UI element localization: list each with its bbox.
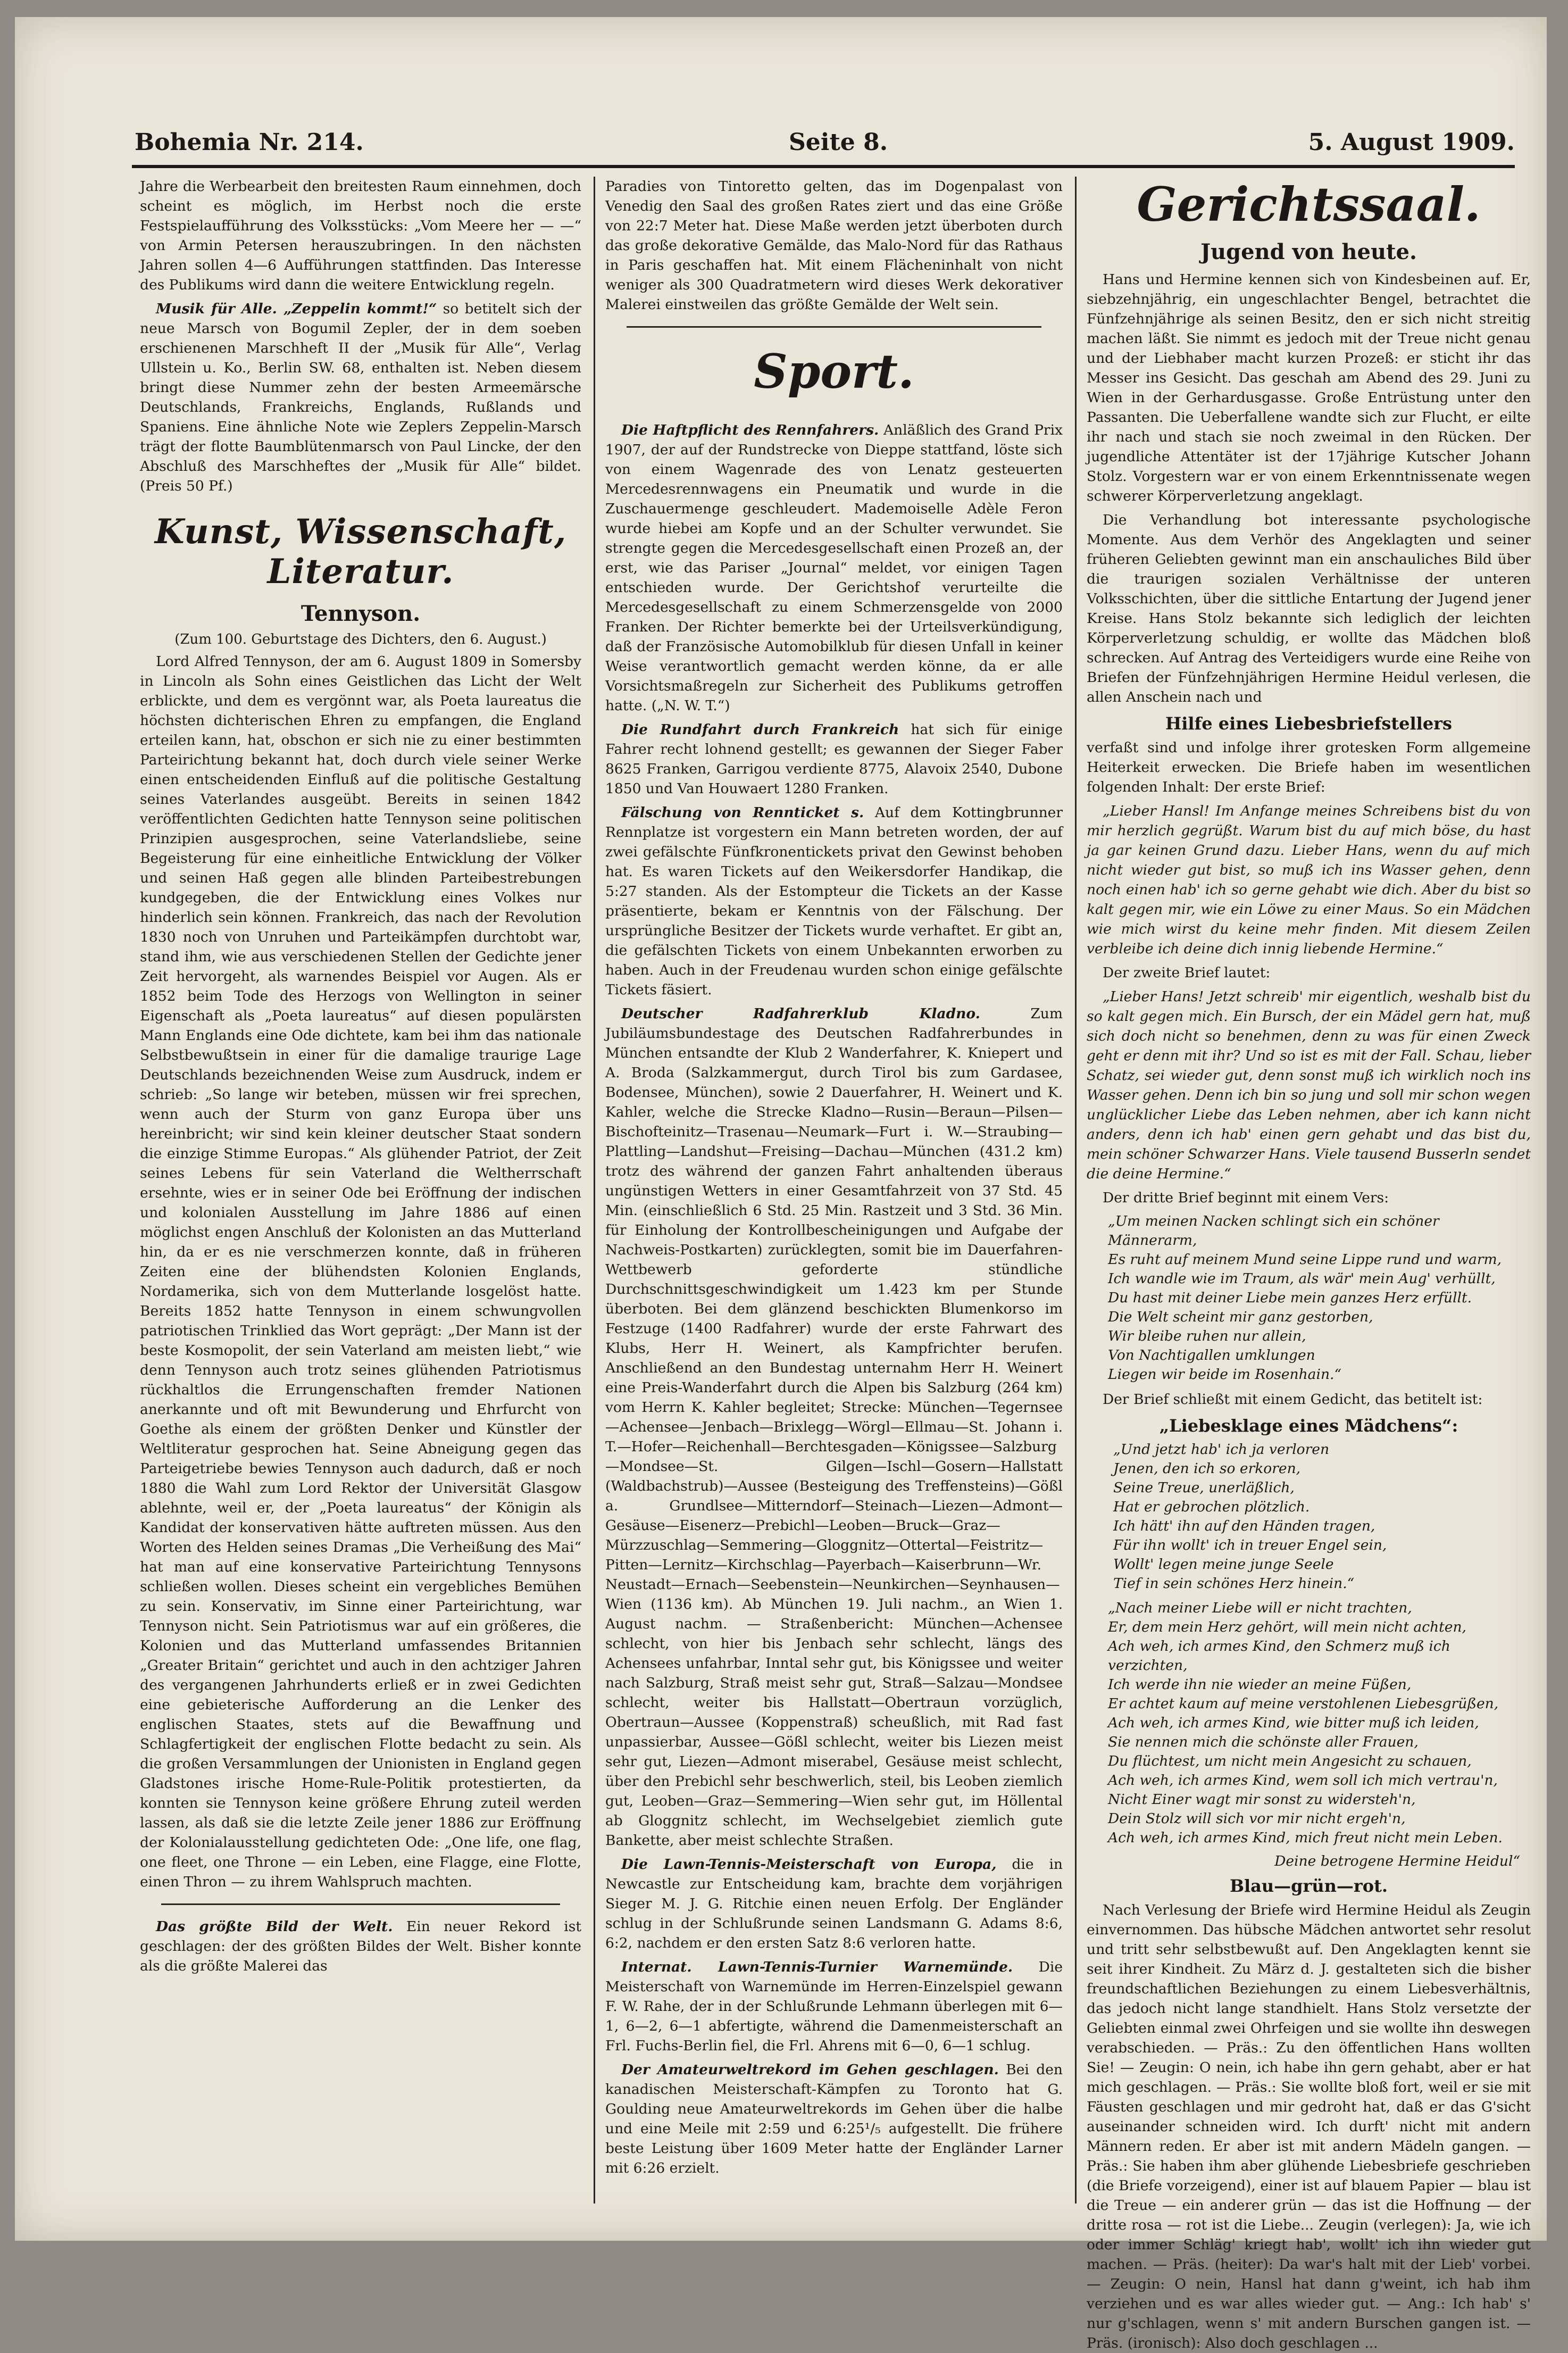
item-heading: Deutscher Radfahrerklub Kladno. [621,1005,980,1022]
sport-item [605,2060,1063,2178]
column-1 [140,177,581,2204]
section-heading: Sport. [754,344,914,399]
paragraph: Der zweite Brief lautet: [1103,965,1271,981]
verse: „Und jetzt hab' ich ja verloren Jenen, den ich so erkoren, Seine Treue, unerläßlich, Hat er gebrochen plötzlich. Ich hätt' ihn auf den Händen tragen, Für ihn wollt' ich in treuer Engel sein, Wollt' legen meine junge Seele Tief in sein schönes Herz hinein.“ [1113,1441,1387,1592]
paragraph: Nach Verlesung der Briefe wird Hermine Heidul als Zeugin einvernommen. Das hübsche Mädchen antwortet sehr resolut und tritt sehr selbstbewußt auf. Den Angeklagten kennt sie seit ihrer Kindheit. Zu März d. J. gestalteten sich die bisher freundschaftlichen Beziehungen zu einem Liebesverhältnis, das jedoch nicht lange standhielt. Hans Stolz versetzte der Geliebten einmal zwei Ohrfeigen und sie wollte ihn deswegen verabschieden. — Präs.: Zu den öffentlichen Hans wollten Sie! — Zeugin: O nein, ich habe ihn gern gehabt, aber er hat mich geschlagen. — Präs.: Sie wollte bloß fort, weil er sie mit Fäusten geschlagen und mir gedroht hat, daß er das G'sicht auseinander schneiden wird. Ich durft' nicht mit andern Männern reden. Er aber ist mit andern Mädeln gangen. — Präs.: Sie haben ihm aber glühende Liebesbriefe geschrieben (die Briefe vorzeigend), einer ist auf blauem Papier — blau ist die Treue — ein anderer grün — das ist die Hoffnung — der dritte rosa — rot ist die Liebe... Zeugin (verlegen): Ja, wie ich oder immer Schläg' kriegt hab', wollt' ich ihn wieder gut machen. — Präs. (heiter): Da war's halt mit der Lieb' vorbei. — Zeugin: O nein, Hansl hat dann g'weint, ich hab ihm verziehen und es war alles wieder gut. — Ang.: Ich hab' s' nur g'schlagen, wenn s' mit andern Burschen gangen ist. — Präs. (ironisch): Also doch geschlagen ... [1087,1902,1531,2351]
divider [161,1903,560,1905]
item-heading: Die Rundfahrt durch Frankreich [621,721,899,738]
item-text: hat sich für einige Fahrer recht lohnend gestellt; es gewannen der Sieger Faber 8625 Franken, Garrigou verdiente 8775, Alavoix 2540, Dubone 1850 und Van Houwaert 1280 Franken. [605,721,1063,797]
item-text: Die Meisterschaft von Warnemünde im Herren-Einzelspiel gewann F. W. Rahe, der in der Schlußrunde Lehmann überlegen mit 6—1, 6—2, 6—1 abfertigte, während die Damenmeisterschaft an Frl. Fuchs-Berlin fiel, die Frl. Ahrens mit 6—0, 6—1 schlug. [605,1959,1063,2054]
sport-item [605,720,1063,799]
verse: „Um meinen Nacken schlingt sich ein schöner Männerarm, Es ruht auf meinem Mund seine Lippe rund und warm, Ich wandle wie im Traum, als wär' mein Aug' verhüllt, Du hast mit deiner Liebe mein ganzes Herz erfüllt. Die Welt scheint mir ganz gestorben, Wir bleibe ruhen nur allein, Von Nachtigallen umklungen Liegen wir beide im Rosenhain.“ [1108,1213,1502,1383]
article-title: Jugend von heute. [1200,239,1417,264]
item-heading: Der Amateurweltrekord im Gehen geschlagen. [621,2061,999,2078]
paragraph [140,299,581,496]
paragraph: Der dritte Brief beginnt mit einem Vers: [1103,1190,1389,1206]
item-text: Bei den kanadischen Meisterschaft-Kämpfen zu Toronto hat G. Goulding neue Amateurweltrekords im Gehen über die halbe und eine Meile mit 2:59 und 6:25¹/₅ aufgestellt. Die frühere beste Leistung über 1609 Meter hatte der Engländer Larner mit 6:26 erzielt. [605,2061,1063,2176]
item-text: Zum Jubiläumsbundestage des Deutschen Radfahrerbundes in München entsandte der Klub 2 Wanderfahrer, K. Kniepert und A. Broda (Salzkammergut, durch Tirol bis zum Gardasee, Bodensee, München), sowie 2 Dauerfahrer, H. Weinert und K. Kahler, welche die Strecke Kladno—Rusin—Beraun—Pilsen—Bischofteinitz—Trasenau—Neumark—Furt i. W.—Straubing—Plattling—Landshut—Freising—Dachau—München (431.2 km) trotz des während der ganzen Fahrt anhaltenden überaus ungünstigen Wetters in einer Gesamtfahrzeit von 37 Std. 45 Min. (einschließlich 6 Std. 25 Min. Rastzeit und 3 Std. 36 Min. für Einholung der Kontrollbescheinigungen und Aufgabe der Nachweis-Postkarten) zurücklegten, somit bie im Dauerfahren-Wettbewerb geforderte stündliche Durchschnittsgeschwindigkeit um 1.423 km per Stunde überboten. Bei dem glänzend beschickten Blumenkorso im Festzuge (1400 Radfahrer) wurde der erste Fahrwart des Klubs, Herr H. Weinert, als Kampfrichter berufen. Anschließend an den Bundestag unternahm Herr H. Weinert eine Preis-Wanderfahrt durch die Alpen bis Salzburg (264 km) vom Herrn K. Kahler begleitet; Strecke: München—Tegernsee—Achensee—Jenbach—Brixlegg—Wörgl—Ellmau—St. Johann i. T.—Hofer—Reichenhall—Berchtesgaden—Königssee—Salzburg—Mondsee—St. Gilgen—Ischl—Gosern—Hallstatt (Waldbachstrub)—Aussee (Besteigung des Treffensteins)—Gößl a. Grundlsee—Mitterndorf—Steinach—Liezen—Admont—Gesäuse—Eisenerz—Prebichl—Leoben—Bruck—Graz—Mürzzuschlag—Semmering—Gloggnitz—Ottertal—Feistritz—Pitten—Lernitz—Kirchschlag—Payerbach—Kaiserbrunn—Wr. Neustadt—Ernach—Seebenstein—Neunkirchen—Seynhausen—Wien (1136 km). Ab München 19. Juli nachm., an Wien 1. August nachm. — Straßenbericht: München—Achensee schlecht, von hier bis Jenbach sehr schlecht, längs des Achensees unfahrbar, Inntal sehr gut, bis Königssee und weiter nach Salzburg, Straß meist sehr gut, Straß—Salzau—Mondsee schlecht, weiter bis Hallstatt—Obertraun vorzüglich, Obertraun—Aussee (Koppenstraß) scheußlich, mit Rad fast unpassierbar, Aussee—Gößl schlecht, weiter bis Liezen meist sehr gut, Liezen—Admont miserabel, Gesäuse meist schlecht, über den Prebichl sehr beschwerlich, steil, bis Leoben ziemlich gut, Leoben—Graz—Semmering—Wien sehr gut, im Höllental ab Gloggnitz schlecht, im Wechselgebiet ziemlich gute Bankette, aber meist schlechte Straßen. [605,1005,1063,1849]
item-heading: Die Lawn-Tennis-Meisterschaft von Europa, [621,1856,997,1873]
subheading: Blau—grün—rot. [1229,1876,1388,1896]
paragraph: Die Verhandlung bot interessante psychologische Momente. Aus dem Verhör des Angeklagten und seiner früheren Geliebten gewinnt man ein anschauliches Bild über die traurigen sozialen Verhältnisse der unteren Volksschichten, über die sittliche Entartung der Jugend jener Kreise. Hans Stolz bekannte sich lediglich der leichten Körperverletzung schuldig, er wollte das Mädchen bloß schrecken. Auf Antrag des Verteidigers wurde eine Reihe von Briefen der Fünfzehnjährigen Hermine Heidul verlesen, die allen Anschein nach und [1087,512,1531,705]
column-divider [594,177,595,2204]
signature-line: Deine betrogene Hermine Heidul“ [1274,1853,1520,1869]
header-date: 5. August 1909. [1308,129,1515,156]
item-text: so betitelt sich der neue Marsch von Bogumil Zepler, der in dem soeben erschienenen Marschheft II der „Musik für Alle“, Verlag Ullstein u. Ko., Berlin SW. 68, enthalten ist. Neben diesem bringt diese Nummer zehn der besten Armeemärsche Deutschlands, Frankreichs, Englands, Rußlands und Spaniens. Eine ähnliche Note wie Zeplers Zeppelin-Marsch trägt der flotte Baumblütenmarsch von Paul Lincke, der den Abschluß des Marschheftes der „Musik für Alle“ bildet. (Preis 50 Pf.) [140,301,581,494]
item-heading: Fälschung von Rennticket s. [621,804,864,821]
column-3 [1087,177,1531,2351]
column-2 [605,177,1063,2204]
item-text: Ein neuer Rekord ist geschlagen: der des größten Bildes der Welt. Bisher konnte als die größte Malerei das [140,1918,581,1974]
page-header [135,129,1515,166]
header-publication: Bohemia Nr. 214. [135,129,364,156]
divider [627,326,1041,328]
paragraph: Jahre die Werbearbeit den breitesten Raum einnehmen, doch scheint es möglich, im Herbst noch die erste Festspielaufführung des Volksstücks: „Vom Meere her — —“ von Armin Petersen herauszubringen. In den nächsten Jahren sollen 4—6 Aufführungen stattfinden. Das Interesse des Publikums wird dann die weitere Entwicklung regeln. [140,178,581,293]
item-text: Auf dem Kottingbrunner Rennplatze ist vorgestern ein Mann betreten worden, der auf zwei gefälschte Fünfkronentickets privat den Gewinst behoben hat. Es waren Tickets auf den Weikersdorfer Handikap, die 5:27 standen. Als der Estompteur die Tickets an der Kasse präsentierte, bekam er Kenntnis von der Fälschung. Der ursprüngliche Besitzer der Tickets wurde verhaftet. Er gibt an, die gefälschten Tickets von einem Unbekannten erworben zu haben. Auch in der Freudenau wurden schon einige gefälschte Tickets fäsiert. [605,804,1063,998]
paragraph: verfaßt sind und infolge ihrer grotesken Form allgemeine Heiterkeit erwecken. Die Briefe haben im wesentlichen folgenden Inhalt: Der erste Brief: [1087,739,1531,795]
sport-item [605,1957,1063,2056]
item-text: die in Newcastle zur Entscheidung kam, brachte dem vorjährigen Sieger M. J. G. Ritchie einen neuen Erfolg. Der Engländer schlug in der Schlußrunde seinen Landsmann G. Adams 8:6, 6:2, nachdem er den ersten Satz 8:6 verloren hatte. [605,1856,1063,1951]
item-text: Anläßlich des Grand Prix 1907, der auf der Rundstrecke von Dieppe stattfand, löste sich von einem Wagenrade des von Lenatz gesteuerten Mercedesrennwagens ein Pneumatik und wurde in die Zuschauermenge geschleudert. Mademoiselle Adèle Feron wurde hiebei am Kopfe und an der Schulter verwundet. Sie strengte gegen die Mercedesgesellschaft einen Prozeß an, der erst, wie das Pariser „Journal“ meldet, vor einigen Tagen entschieden wurde. Der Gerichtshof verurteilte die Mercedesgesellschaft zu einem Schmerzensgelde von 2000 Franken. Der Richter bemerkte bei der Urteilsverkündigung, daß der Französische Automobilklub für diesen Unfall in keiner Weise verantwortlich gemacht werden könne, da er alle Vorsichtsmaßregeln zur Sicherheit des Publikums getroffen hatte. („N. W. T.“) [605,422,1063,714]
letter: „Lieber Hansl! Im Anfange meines Schreibens bist du von mir herzlich gegrüßt. Warum bist du auf mich böse, du hast ja gar keinen Grund dazu. Lieber Hans, wenn du auf mich nicht wieder gut bist, so muß ich ins Wasser gehen, denn noch einen hab' ich so gerne gehabt wie dich. Aber du bist so kalt gegen mir, wie ein Löwe zu einer Maus. So ein Mädchen wie mich wirst du keine mehr finden. Mit diesem Zeilen verbleibe ich deine dich innig liebende Hermine.“ [1087,803,1531,957]
section-heading: Gerichtssaal. [1137,177,1481,232]
poem-title: „Liebesklage eines Mädchens“: [1159,1416,1458,1436]
item-heading: Die Haftpflicht des Rennfahrers. [621,422,879,438]
paragraph: Lord Alfred Tennyson, der am 6. August 1809 in Somersby in Lincoln als Sohn eines Geistlichen das Licht der Welt erblickte, und dem es vergönnt war, als Poeta laureatus die höchsten dichterischen Ehren zu empfangen, die England erteilen kann, hat, obschon er sich nie zu einer bestimmten Parteirichtung bekannt hat, doch durch viele seiner Werke einen entscheidenden Einfluß auf die politische Gestaltung seines Vaterlandes ausgeübt. Bereits in seinen 1842 veröffentlichten Gedichten hatte Tennyson seine politischen Prinzipien ausgesprochen, seine Vaterlandsliebe, seine Begeisterung für eine einheitliche Entwicklung der Völker und seinen Haß gegen alle blinden Parteibestrebungen kundgegeben, die der Entwicklung eines Volkes nur hinderlich sein können. Frankreich, das nach der Revolution 1830 noch von Unruhen und Parteikämpfen durchtobt war, stand ihm, wie aus verschiedenen Stellen der Gedichte jener Zeit hervorgeht, als warnendes Beispiel vor Augen. Als er 1852 beim Tode des Herzogs von Wellington in seiner Eigenschaft als „Poeta laureatus“ auf diesen populärsten Mann Englands eine Ode dichtete, kam bei ihm das nationale Selbstbewußtsein in einer für die damalige traurige Lage Deutschlands bezeichnenden Weise zum Ausdruck, indem er schrieb: „So lange wir beteben, müssen wir frei sprechen, wenn auch der Sturm von ganz Europa über uns hereinbricht; wir sind kein kleiner deutscher Staat sondern die einzige Stimme Europas.“ Als glühender Patriot, der Zeit seines Lebens für sein Vaterland die Weltherrschaft ersehnte, wies er in seiner Ode bei Eröffnung der indischen und kolonialen Ausstellung im Jahre 1886 auf einen möglichst engen Anschluß der Kolonisten an das Mutterland hin, da er es nie verschmerzen konnte, daß in früheren Zeiten eine der blühendsten Kolonien Englands, Nordamerika, sich von dem Mutterlande losgelöst hatte. Bereits 1852 hatte Tennyson in einem schwungvollen patriotischen Trinklied das Wort geprägt: „Der Mann ist der beste Kosmopolit, der sein Vaterland am meisten liebt,“ wie denn Tennyson auch trotz seines glühenden Patriotismus rückhaltlos die Errungenschaften fremder Nationen anerkannte und oft mit Bewunderung und Ehrfurcht von Goethe als einem der größten Denker und Künstler der Weltliteratur gesprochen hat. Seine Abneigung gegen das Parteigetriebe bewies Tennyson auch dadurch, daß er noch 1880 die Wahl zum Lord Rektor der Universität Glasgow ablehnte, weil er, der „Poeta laureatus“ der Königin als Kandidat der konservativen hätte auftreten müssen. Aus den Worten des Helden seines Dramas „Die Verheißung des Mai“ hat man auf eine konservative Parteirichtung Tennysons schließen wollen. Dieses scheint ein vergebliches Bemühen zu sein. Konservativ, im Sinne einer Parteirichtung, war Tennyson nicht. Sein Patriotismus war auf ein größeres, die Kolonien und das Mutterland umfassendes Britannien „Greater Britain“ gerichtet und auch in den achtziger Jahren des vergangenen Jahrhunderts erließ er in zwei Gedichten eine gebieterische Aufforderung an die Lenker des englischen Staates, stets auf die Bewaffnung und Schlagfertigkeit der englischen Flotte bedacht zu sein. Als die großen Versammlungen der Unionisten in England gegen Gladstones irische Home-Rule-Politik protestierten, da konnten sie Tennyson keine größere Ehrung zuteil werden lassen, als daß sie die letzte Zeile jener 1886 zur Eröffnung der Kolonialausstellung gedichteten Ode: „One life, one flag, one fleet, one Throne — ein Leben, eine Flagge, eine Flotte, einen Thron — zu ihrem Wahlspruch machten. [140,653,581,1890]
sport-item [605,420,1063,716]
paragraph: Paradies von Tintoretto gelten, das im Dogenpalast von Venedig den Saal des großen Rates ziert und das eine Größe von 22:7 Meter hat. Diese Maße werden jetzt überboten durch das große dekorative Gemälde, das Malo-Nord für das Rathaus in Paris geschaffen hat. Mit einem Flächeninhalt von nicht weniger als 300 Quadratmetern wird dieses Werk dekorativer Malerei einstweilen das größte Gemälde der Welt sein. [605,178,1063,313]
subheading: Hilfe eines Liebesbriefstellers [1165,713,1453,734]
item-heading: Musik für Alle. „Zeppelin kommt!“ [156,301,437,317]
header-rule [132,165,1515,168]
sport-item [605,1855,1063,1953]
article-caption: (Zum 100. Geburtstage des Dichters, den 6. August.) [174,631,547,647]
item-heading: Internat. Lawn-Tennis-Turnier Warnemünde. [621,1959,1013,1975]
sport-item [605,1004,1063,1850]
article-title: Tennyson. [301,601,421,626]
sport-item [605,803,1063,1000]
paragraph [140,1917,581,1976]
column-divider [1075,177,1077,2204]
paragraph: Hans und Hermine kennen sich von Kindesbeinen auf. Er, siebzehnjährig, ein ungeschlachter Bengel, betrachtet die Fünfzehnjährige als seinen Besitz, den er sich nicht streitig machen läßt. Sie nimmt es jedoch mit der Treue nicht genau und der Liebhaber macht kurzen Prozeß: er sticht ihr das Messer ins Gesicht. Das geschah am Abend des 29. Juni zu Wien in der Gerhardusgasse. Große Entrüstung unter den Passanten. Die Ueberfallene wandte sich zur Flucht, er eilte ihr nach und stach sie noch zweimal in den Rücken. Der jugendliche Attentäter ist der 17jährige Kutscher Johann Stolz. Vorgestern war er von einem Erkenntnissenate wegen schwerer Körperverletzung angeklagt. [1087,271,1531,504]
verse: „Nach meiner Liebe will er nicht trachten, Er, dem mein Herz gehört, will mein nicht achten, Ach weh, ich armes Kind, den Schmerz muß ich verzichten, Ich werde ihn nie wieder an meine Füßen, Er achtet kaum auf meine verstohlenen Liebesgrüßen, Ach weh, ich armes Kind, wie bitter muß ich leiden, Sie nennen mich die schönste aller Frauen, Du flüchtest, um nicht mein Angesicht zu schauen, Ach weh, ich armes Kind, wem soll ich mich vertrau'n, Nicht Einer wagt mir sonst zu widersteh'n, Dein Stolz will sich vor mir nicht ergeh'n, Ach weh, ich armes Kind, mich freut nicht mein Leben. [1108,1600,1503,1846]
item-heading: Das größte Bild der Welt. [156,1918,393,1935]
section-heading: Kunst, Wissenschaft, Literatur. [154,512,567,592]
letter: „Lieber Hans! Jetzt schreib' mir eigentlich, weshalb bist du so kalt gegen mich. Ein Bursch, der ein Mädel gern hat, muß sich doch nicht so benehmen, denn zu was für einen Zweck geht er denn mit ihr? Und so ist es mit der Fall. Schau, lieber Schatz, sei wieder gut, denn sonst muß ich wirklich noch ins Wasser gehen. Denn ich bin so jung und soll mir schon wegen unglücklicher Liebe das Leben nehmen, aber ich kann nicht anders, denn ich hab' einen gern gehabt und das bist du, mein schöner Schwarzer Hans. Viele tausend Busserln sendet die deine Hermine.“ [1087,988,1531,1182]
paragraph: Der Brief schließt mit einem Gedicht, das betitelt ist: [1103,1391,1483,1408]
header-page-number: Seite 8. [789,129,888,156]
newspaper-page [15,17,1547,2351]
